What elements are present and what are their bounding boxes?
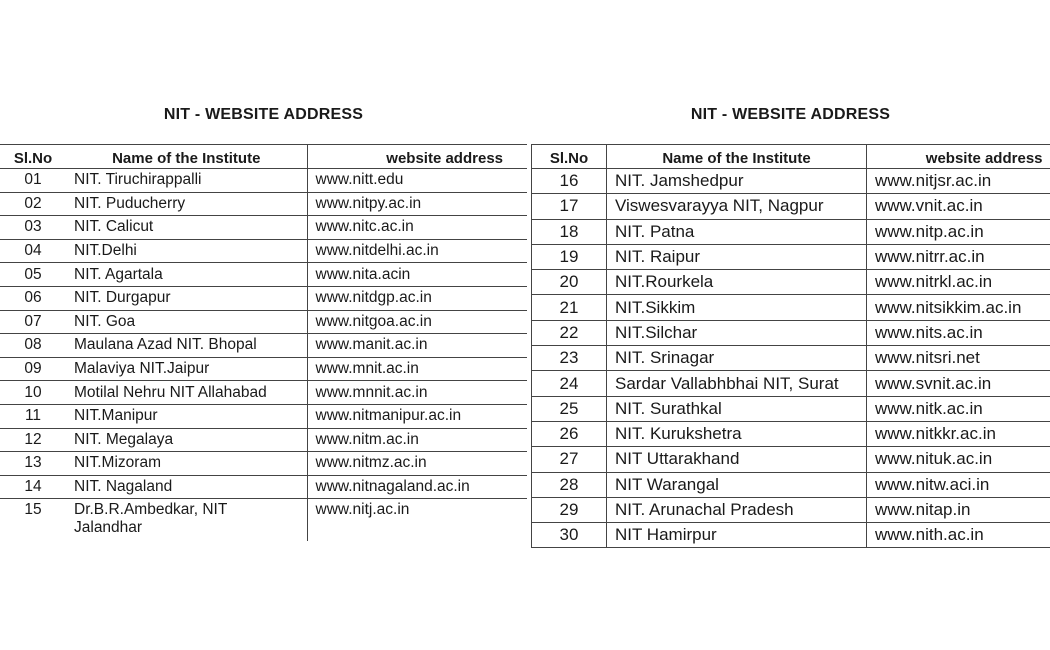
left-header-name: Name of the Institute (66, 145, 307, 169)
institute-name-cell: NIT. Calicut (66, 216, 307, 240)
sl-cell: 17 (532, 194, 607, 219)
sl-cell: 26 (532, 421, 607, 446)
institute-name-cell: NIT. Arunachal Pradesh (607, 497, 867, 522)
website-link[interactable]: www.nitc.ac.in (307, 216, 527, 240)
institute-name-cell: NIT Uttarakhand (607, 447, 867, 472)
sl-cell: 24 (532, 371, 607, 396)
institute-name-cell (66, 499, 307, 542)
sl-cell: 12 (0, 428, 66, 452)
table-row (532, 421, 1050, 446)
table-row (0, 310, 527, 334)
left-table-body (0, 169, 527, 542)
table-row (0, 286, 527, 310)
right-table-title: NIT - WEBSITE ADDRESS (690, 106, 891, 123)
website-link[interactable]: www.nitmanipur.ac.in (307, 404, 527, 428)
sl-cell: 30 (532, 523, 607, 548)
table-row (532, 523, 1050, 548)
institute-name-cell: Viswesvarayya NIT, Nagpur (607, 194, 867, 219)
website-link[interactable]: www.nitk.ac.in (867, 396, 1050, 421)
sl-cell: 10 (0, 381, 66, 405)
institute-name-cell: NIT.Sikkim (607, 295, 867, 320)
institute-name-cell: NIT Hamirpur (607, 523, 867, 548)
table-row (0, 428, 527, 452)
table-row (532, 270, 1050, 295)
website-link[interactable]: www.nitap.in (867, 497, 1050, 522)
website-link[interactable]: www.nitdelhi.ac.in (307, 239, 527, 263)
institute-name-cell: Malaviya NIT.Jaipur (66, 357, 307, 381)
website-link[interactable]: www.manit.ac.in (307, 334, 527, 358)
table-row (532, 396, 1050, 421)
left-table-title: NIT - WEBSITE ADDRESS (163, 106, 364, 123)
institute-name-cell: NIT. Surathkal (607, 396, 867, 421)
left-header-web: website address (307, 145, 527, 169)
sl-cell: 25 (532, 396, 607, 421)
website-link[interactable]: www.nituk.ac.in (867, 447, 1050, 472)
website-link[interactable]: www.nitrkl.ac.in (867, 270, 1050, 295)
table-row (0, 381, 527, 405)
website-link[interactable]: www.nitrr.ac.in (867, 244, 1050, 269)
website-link[interactable]: www.nitw.aci.in (867, 472, 1050, 497)
website-link[interactable]: www.nitgoa.ac.in (307, 310, 527, 334)
table-row (0, 499, 527, 542)
sl-cell: 08 (0, 334, 66, 358)
sl-cell: 19 (532, 244, 607, 269)
institute-name-line-1: Dr.B.R.Ambedkar, NIT (74, 501, 228, 519)
sl-cell: 05 (0, 263, 66, 287)
institute-name-cell: NIT. Kurukshetra (607, 421, 867, 446)
institute-name-cell: NIT.Delhi (66, 239, 307, 263)
table-row (532, 371, 1050, 396)
table-row (532, 219, 1050, 244)
website-link[interactable]: www.nitdgp.ac.in (307, 286, 527, 310)
table-row (0, 357, 527, 381)
sl-cell: 03 (0, 216, 66, 240)
sl-cell: 04 (0, 239, 66, 263)
website-link[interactable]: www.nitt.edu (307, 169, 527, 193)
sl-cell: 29 (532, 497, 607, 522)
institute-name-cell: Sardar Vallabhbhai NIT, Surat (607, 371, 867, 396)
right-header-web: website address (867, 145, 1050, 169)
table-row (532, 447, 1050, 472)
institute-name-cell: Motilal Nehru NIT Allahabad (66, 381, 307, 405)
website-link[interactable]: www.nitsikkim.ac.in (867, 295, 1050, 320)
institute-name-line-2: Jalandhar (74, 519, 143, 537)
table-row (0, 192, 527, 216)
institute-name-cell: NIT.Mizoram (66, 452, 307, 476)
sl-cell: 13 (0, 452, 66, 476)
left-header-row (0, 145, 527, 169)
sl-cell: 21 (532, 295, 607, 320)
website-link[interactable]: www.nitmz.ac.in (307, 452, 527, 476)
table-row (532, 346, 1050, 371)
table-row (532, 244, 1050, 269)
institute-name-cell: NIT. Puducherry (66, 192, 307, 216)
sl-cell: 09 (0, 357, 66, 381)
table-row (0, 216, 527, 240)
institute-name-cell: NIT. Raipur (607, 244, 867, 269)
sl-cell: 06 (0, 286, 66, 310)
sl-cell: 23 (532, 346, 607, 371)
sl-cell: 16 (532, 169, 607, 194)
website-link[interactable]: www.nitp.ac.in (867, 219, 1050, 244)
institute-name-cell: NIT. Tiruchirappalli (66, 169, 307, 193)
right-header-row (532, 145, 1050, 169)
sl-cell: 28 (532, 472, 607, 497)
table-row (532, 497, 1050, 522)
table-row (532, 472, 1050, 497)
website-link[interactable]: www.vnit.ac.in (867, 194, 1050, 219)
right-table-body (532, 169, 1050, 548)
sl-cell: 07 (0, 310, 66, 334)
institute-name-cell: NIT. Srinagar (607, 346, 867, 371)
sl-cell: 14 (0, 475, 66, 499)
left-nit-table (0, 144, 527, 541)
right-header-sl: Sl.No (532, 145, 607, 169)
table-row (0, 263, 527, 287)
institute-name-cell: NIT. Nagaland (66, 475, 307, 499)
institute-name-cell: NIT. Megalaya (66, 428, 307, 452)
sl-cell: 01 (0, 169, 66, 193)
website-link[interactable]: www.mnit.ac.in (307, 357, 527, 381)
institute-name-cell: NIT. Jamshedpur (607, 169, 867, 194)
website-link[interactable]: www.nitpy.ac.in (307, 192, 527, 216)
website-link[interactable]: www.nitsri.net (867, 346, 1050, 371)
sl-cell: 11 (0, 404, 66, 428)
institute-name-cell: NIT. Patna (607, 219, 867, 244)
website-link[interactable]: www.nita.acin (307, 263, 527, 287)
website-link[interactable]: www.svnit.ac.in (867, 371, 1050, 396)
sl-cell: 22 (532, 320, 607, 345)
institute-name-cell: NIT.Silchar (607, 320, 867, 345)
website-link[interactable]: www.nitm.ac.in (307, 428, 527, 452)
left-header-sl: Sl.No (0, 145, 66, 169)
table-row (0, 334, 527, 358)
website-link[interactable]: www.nitj.ac.in (307, 499, 527, 542)
table-row (532, 194, 1050, 219)
institute-name-cell: Maulana Azad NIT. Bhopal (66, 334, 307, 358)
institute-name-cell: NIT. Goa (66, 310, 307, 334)
institute-name-cell: NIT.Rourkela (607, 270, 867, 295)
website-link[interactable]: www.nitkkr.ac.in (867, 421, 1050, 446)
institute-name-cell: NIT.Manipur (66, 404, 307, 428)
website-link[interactable]: www.nitjsr.ac.in (867, 169, 1050, 194)
right-nit-table (531, 144, 1050, 548)
website-link[interactable]: www.nitnagaland.ac.in (307, 475, 527, 499)
table-row (532, 320, 1050, 345)
table-row (0, 169, 527, 193)
table-row (0, 404, 527, 428)
table-row (0, 475, 527, 499)
right-header-name: Name of the Institute (607, 145, 867, 169)
institute-name-cell: NIT. Agartala (66, 263, 307, 287)
institute-name-cell: NIT Warangal (607, 472, 867, 497)
table-row (532, 169, 1050, 194)
sl-cell: 02 (0, 192, 66, 216)
sl-cell: 18 (532, 219, 607, 244)
institute-name-cell: NIT. Durgapur (66, 286, 307, 310)
sl-cell: 20 (532, 270, 607, 295)
table-row (0, 239, 527, 263)
table-row (0, 452, 527, 476)
website-link[interactable]: www.nits.ac.in (867, 320, 1050, 345)
sl-cell: 15 (24, 501, 42, 519)
table-row (532, 295, 1050, 320)
website-link[interactable]: www.nith.ac.in (867, 523, 1050, 548)
sl-cell: 27 (532, 447, 607, 472)
website-link[interactable]: www.mnnit.ac.in (307, 381, 527, 405)
